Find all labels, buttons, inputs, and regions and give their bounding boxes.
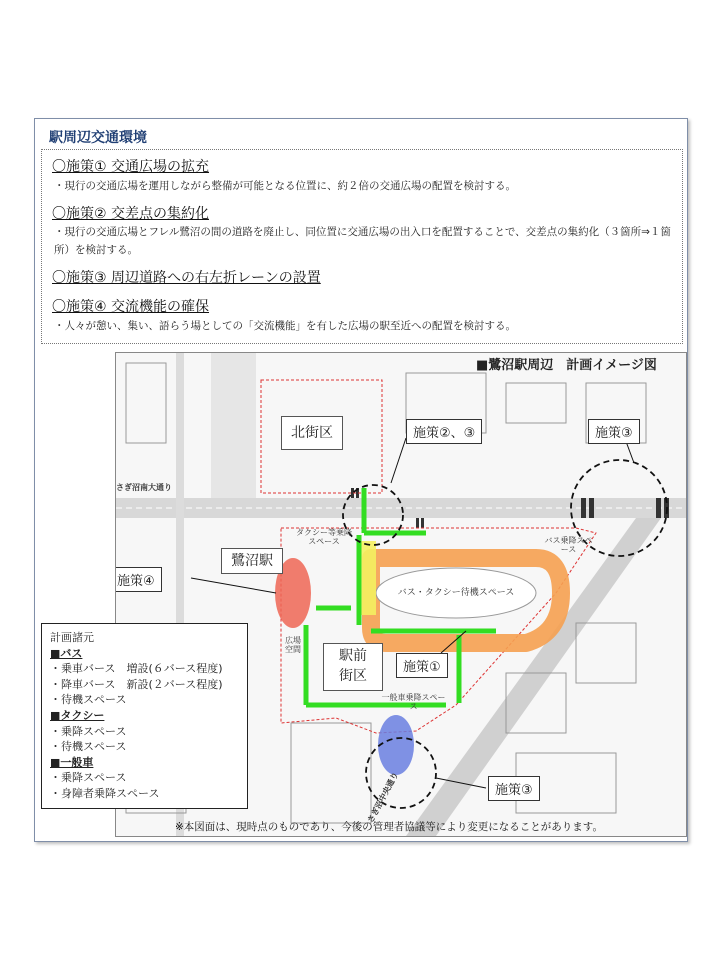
spec-car-heading: ■一般車 xyxy=(50,755,94,769)
ekimae-block-label xyxy=(323,643,383,691)
ekimae-block-label-1: 駅前 xyxy=(339,648,367,664)
callout-policy23: 施策②、③ xyxy=(406,419,482,444)
spec-bus-item: ・乗車バース 増設(６バース程度) xyxy=(50,662,223,676)
road-south-label: さぎ沼中央通り xyxy=(365,770,401,825)
spec-bus-item: ・待機スペース xyxy=(50,693,127,707)
callout-policy3-bottom: 施策③ xyxy=(488,776,540,801)
road-north-label: さぎ沼南大通り xyxy=(116,483,172,492)
policy-1-heading: 〇施策① 交通広場の拡充 xyxy=(52,159,210,175)
callout-policy1: 施策① xyxy=(396,653,448,678)
content-panel xyxy=(34,118,688,842)
policy-1-desc: ・現行の交通広場を運用しながら整備が可能となる位置に、約２倍の交通広場の配置を検討する。 xyxy=(54,180,516,192)
policy-2-heading: 〇施策② 交差点の集約化 xyxy=(52,206,210,222)
bus-space-label: バス乗降スペース xyxy=(544,536,593,554)
ekimae-block-label-2: 街区 xyxy=(339,668,367,684)
callout-policy3-top: 施策③ xyxy=(588,419,640,444)
bus-taxi-wait-label: バス・タクシー待機スペース xyxy=(397,588,515,598)
taxi-space-label: タクシー等乗降スペース xyxy=(296,528,352,546)
section-title: 駅周辺交通環境 xyxy=(49,130,147,146)
map-title: ■鷺沼駅周辺 計画イメージ図 xyxy=(476,358,657,373)
spec-title: 計画諸元 xyxy=(50,631,94,644)
spec-taxi-item: ・乗降スペース xyxy=(50,724,127,738)
disclaimer-note: ※本図面は、現時点のものであり、今後の管理者協議等により変更になることがあります。 xyxy=(175,821,603,833)
callout-policy4: 施策④ xyxy=(115,567,162,592)
policy-2-desc: ・現行の交通広場とフレル鷺沼の間の道路を廃止し、同位置に交通広場の出入口を配置することで、交差点の集約化（３箇所⇒１箇所）を検討する。 xyxy=(54,226,671,256)
taxi-zone-yellow xyxy=(360,541,376,615)
station-label: 鷺沼駅 xyxy=(221,548,283,574)
plaza-label: 広場空間 xyxy=(285,636,301,654)
spec-car-item: ・乗降スペース xyxy=(50,771,127,785)
spec-box xyxy=(41,623,248,809)
policy-4-desc: ・人々が憩い、集い、語らう場としての「交流機能」を有した広場の駅至近への配置を検討する。 xyxy=(54,320,516,332)
spec-bus-item: ・降車バース 新設(２バース程度) xyxy=(50,677,223,691)
policy-4-heading: 〇施策④ 交流機能の確保 xyxy=(52,299,210,315)
policy-box xyxy=(41,149,683,344)
north-block-label: 北街区 xyxy=(281,416,343,450)
spec-taxi-heading: ■タクシー xyxy=(50,708,105,722)
spec-bus-heading: ■バス xyxy=(50,646,83,660)
policy-3-heading: 〇施策③ 周辺道路への右左折レーンの設置 xyxy=(52,270,321,286)
spec-car-item: ・身障者乗降スペース xyxy=(50,786,160,800)
spec-taxi-item: ・待機スペース xyxy=(50,740,127,754)
car-space-label: 一般車乗降スペース xyxy=(381,693,446,711)
